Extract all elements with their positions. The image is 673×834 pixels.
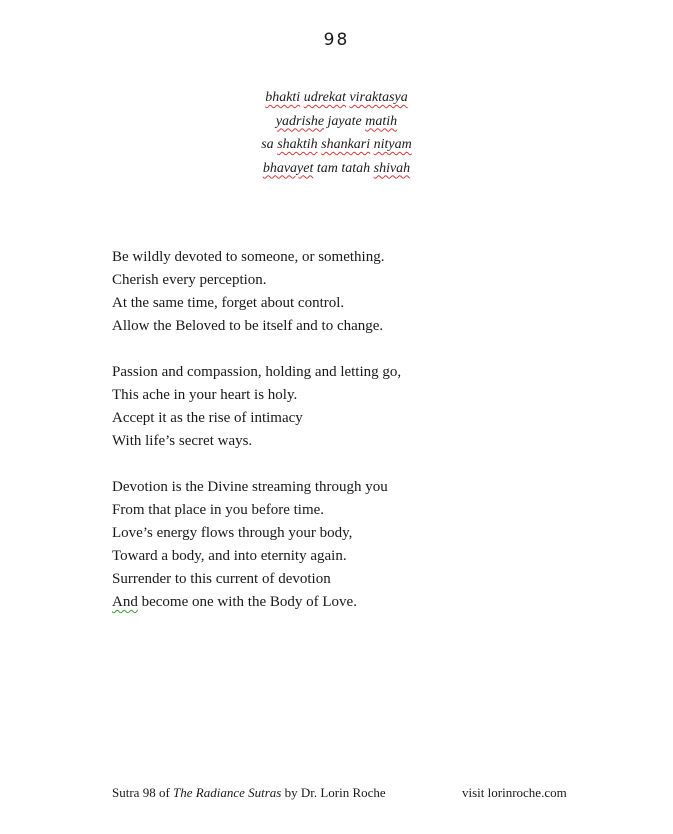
- poem-line: At the same time, forget about control.: [112, 295, 345, 311]
- poem-line: Devotion is the Divine streaming through you: [112, 479, 388, 495]
- sanskrit-word: bhakti: [265, 90, 301, 105]
- stanza-2: [112, 361, 592, 453]
- sanskrit-word: yadrishe: [275, 113, 325, 129]
- poem-line: Allow the Beloved to be itself and to change.: [112, 318, 384, 334]
- poem-line: Surrender to this current of devotion: [112, 571, 331, 587]
- sanskrit-line-1: [0, 86, 673, 110]
- sanskrit-word: jayate: [327, 113, 362, 129]
- sanskrit-line-3: [0, 133, 673, 157]
- sanskrit-word: shaktih: [277, 137, 318, 152]
- poem-line: This ache in your heart is holy.: [112, 387, 298, 403]
- sanskrit-word: shivah: [373, 160, 411, 176]
- stanza-1: [112, 246, 592, 338]
- sanskrit-line-4: [0, 157, 673, 181]
- poem-line: Passion and compassion, holding and letting go,: [112, 364, 402, 380]
- sanskrit-word: bhavayet: [262, 160, 314, 176]
- sanskrit-verse: [0, 86, 673, 180]
- visit-prefix: visit: [462, 785, 488, 800]
- sanskrit-line-2: [0, 110, 673, 134]
- poem-line: Love’s energy flows through your body,: [112, 525, 353, 541]
- website-link[interactable]: lorinroche.com: [487, 785, 567, 800]
- poem-last-line: [112, 591, 592, 614]
- footer-visit: [462, 785, 567, 801]
- sanskrit-word: shankari: [321, 137, 371, 152]
- poem-line: With life’s secret ways.: [112, 433, 253, 449]
- poem-line: Be wildly devoted to someone, or something.: [112, 249, 385, 265]
- sanskrit-word: udrekat: [303, 90, 346, 105]
- poem-line: Accept it as the rise of intimacy: [112, 410, 303, 426]
- stanza-3: [112, 476, 592, 614]
- sanskrit-word: viraktasya: [349, 90, 408, 105]
- footer-credit: [112, 785, 386, 801]
- sanskrit-word: matih: [365, 113, 398, 129]
- poem-line: Cherish every perception.: [112, 272, 267, 288]
- poem-line: From that place in you before time.: [112, 502, 325, 518]
- poem-line-rest: become one with the Body of Love.: [137, 594, 357, 610]
- poem-word-and: And: [112, 594, 138, 610]
- book-title: The Radiance Sutras: [173, 785, 282, 800]
- credit-suffix: by Dr. Lorin Roche: [281, 785, 386, 800]
- sanskrit-word: sa: [261, 137, 274, 152]
- sanskrit-word: tam tatah: [316, 160, 371, 176]
- poem-body: [112, 246, 592, 637]
- poem-line: Toward a body, and into eternity again.: [112, 548, 347, 564]
- credit-prefix: Sutra 98 of: [112, 785, 174, 800]
- sanskrit-word: nityam: [373, 137, 412, 152]
- page-number: 98: [323, 30, 350, 50]
